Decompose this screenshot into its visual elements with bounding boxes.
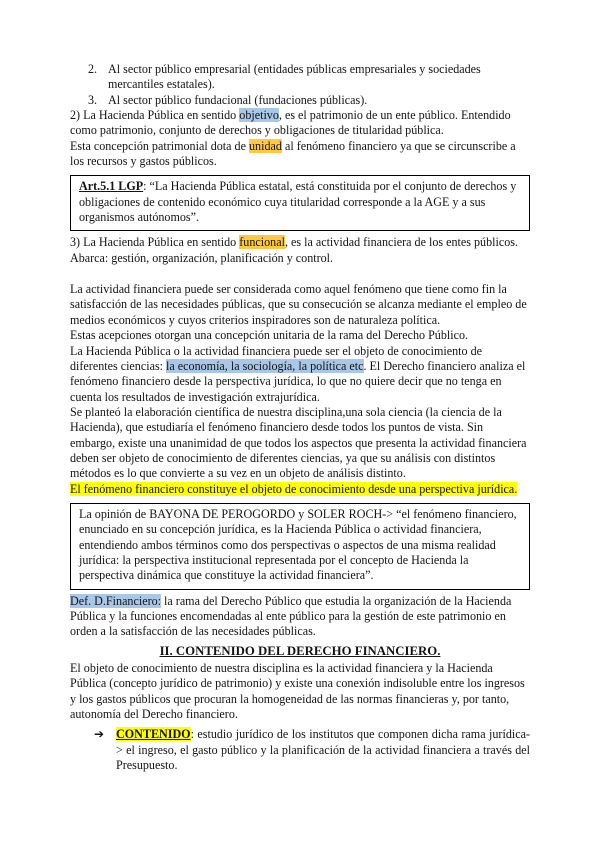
list-text: Al sector público fundacional (fundaciones públicas). [108, 92, 368, 107]
text-run: : “La Hacienda Pública estatal, está constituida por el conjunto de derechos y obligaciones de contenido económico cuya titularidad corresponde a la AGE y a sus organismos autónomos”. [79, 179, 517, 225]
arrow-bullet-icon: ➔ [94, 727, 105, 742]
paragraph-concepcion-patrimonial [70, 139, 530, 170]
highlight-def-dfinanciero: Def. D.Financiero: [70, 593, 162, 608]
paragraph-fenomeno-destacado [70, 482, 530, 497]
contenido-bullet [70, 727, 530, 773]
text-run: , es la actividad financiera de los entes públicos. Abarca: gestión, organización, planificación y control. [70, 235, 518, 265]
list-number: 2. [88, 62, 98, 76]
highlight-contenido-label: CONTENIDO [116, 727, 191, 742]
text-run: , es el patrimonio de un ente público. Entendido como patrimonio, conjunto de derechos y obligaciones de titularidad pública. [70, 108, 511, 138]
paragraph-sentido-funcional [70, 235, 530, 266]
text-run: Esta concepción patrimonial dota de [70, 138, 249, 153]
text-run: La Hacienda Pública o la actividad financiera puede ser el objeto de conocimiento de diferentes ciencias: [70, 343, 483, 373]
highlight-ciencias: la economía, la sociología, la política etc [166, 358, 364, 373]
list-text: Al sector público empresarial (entidades públicas empresariales y sociedades mercantiles estatales). [108, 62, 481, 92]
text-run: 2) La Hacienda Pública en sentido [70, 108, 240, 123]
paragraph-acepciones: Estas acepciones otorgan una concepción unitaria de la rama del Derecho Público. [70, 328, 469, 343]
paragraph-actividad-financiera: La actividad financiera puede ser considerada como aquel fenómeno que tiene como fin la satisfacción de las necesidades públicas, que su consecución se alcanza mediante el empleo de medios económicos y cuyos criterios inspiradores son de naturaleza política. [70, 282, 527, 327]
list-number: 3. [88, 92, 98, 107]
text-run: la rama del Derecho Público que estudia la organización de la Hacienda Pública y la funciones encomendadas al ente público para la gestión de este patrimonio en orden a la satisfacción de las necesidades públicas. [70, 593, 512, 639]
paragraph-elaboracion-cientifica: Se planteó la elaboración científica de nuestra disciplina,una sola ciencia (la ciencia de la Hacienda), que estudiaría el fenómeno financiero desde todos los puntos de vista. Sin embargo, existe una unanimidad de que todos los aspectos que presenta la actividad financiera deben ser objeto de conocimiento de diferentes ciencias, ya que su análisis con distintos métodos es lo que convierte a su vez en un objeto de análisis distinto. [70, 404, 527, 481]
numbered-list [88, 62, 530, 108]
text-run: 3) La Hacienda Pública en sentido [70, 235, 240, 250]
section-heading-contenido: II. CONTENIDO DEL DERECHO FINANCIERO. [159, 643, 441, 658]
bayona-opinion-box [70, 503, 530, 590]
contenido-bullet-text [116, 727, 530, 773]
lgp-article-box [70, 175, 530, 231]
highlight-fenomeno-financiero: El fenómeno financiero constituye el objeto de conocimiento desde una perspectiva jurídica. [70, 481, 518, 496]
text-run: : estudio jurídico de los institutos que componen dicha rama jurídica-> el ingreso, el gasto público y la planificación de la actividad financiera a través del Presupuesto. [116, 727, 530, 772]
text-run: al fenómeno financiero ya que se circunscribe a los recursos y gastos públicos. [70, 138, 516, 169]
highlight-objetivo: objetivo [239, 108, 279, 123]
paragraph-definicion-derecho-financiero [70, 594, 530, 640]
lgp-article-label: Art.5.1 LGP [79, 179, 144, 194]
list-item [88, 62, 530, 93]
highlight-unidad: unidad [249, 138, 282, 153]
paragraph-sentido-objetivo [70, 108, 530, 139]
text-run: . El Derecho financiero analiza el fenómeno financiero desde la perspectiva jurídica, lo que no quiere decir que no tenga en cuenta los resultados de investigación extrajurídica. [70, 358, 526, 404]
highlight-funcional: funcional [239, 235, 285, 250]
paragraph-diferentes-ciencias [70, 344, 530, 405]
blank-line [70, 266, 530, 282]
list-item [88, 93, 530, 108]
paragraph-objeto-conocimiento: El objeto de conocimiento de nuestra disciplina es la actividad financiera y la Hacienda Pública (concepto jurídico de patrimonio) y existe una conexión indisoluble entre los ingresos y los gastos públicos que procuran la homogeneidad de las normas financieras y, por tanto, autonomía del Derecho financiero. [70, 660, 525, 721]
bayona-opinion-text: La opinión de BAYONA DE PEROGORDO y SOLER ROCH-> “el fenómeno financiero, enunciado en su concepción jurídica, es la Hacienda Pública o actividad financiera, entendiendo ambos términos como dos perspectivas o aspectos de una misma realidad jurídica: la perspectiva institucional representada por el concepto de Hacienda la perspectiva dinámica que constituye la actividad financiera”. [79, 506, 517, 583]
lgp-article-text [79, 179, 521, 225]
